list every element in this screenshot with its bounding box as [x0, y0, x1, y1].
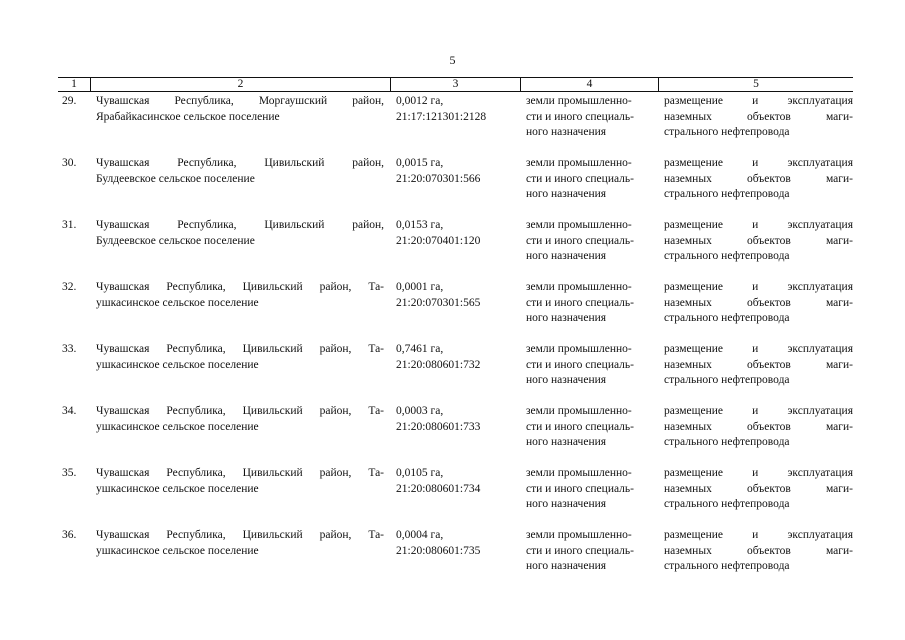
- category-line: земли промышленно-: [526, 343, 632, 355]
- category-line: сти и иного специаль-: [526, 296, 634, 309]
- purpose-line: наземных объектов маги-: [664, 172, 853, 185]
- table-row: [58, 340, 853, 402]
- purpose-line: стрального нефтепровода: [664, 126, 790, 138]
- permitted-use-cell: [658, 154, 853, 216]
- purpose-line: наземных объектов маги-: [664, 234, 853, 247]
- purpose-line: наземных объектов маги-: [664, 358, 853, 371]
- page-number: 5: [449, 53, 456, 67]
- permitted-use-cell: [658, 402, 853, 464]
- area-line: 0,0004 га,: [396, 529, 444, 541]
- category-line: земли промышленно-: [526, 529, 632, 541]
- table-row: [58, 464, 853, 526]
- purpose-line: наземных объектов маги-: [664, 110, 853, 123]
- area-cadastral-cell: [390, 92, 520, 154]
- header-col-4: 4: [520, 78, 658, 91]
- category-line: земли промышленно-: [526, 281, 632, 293]
- category-line: сти и иного специаль-: [526, 234, 634, 247]
- land-category-cell: [520, 92, 658, 154]
- row-number: 32.: [62, 281, 77, 293]
- table-body: [58, 92, 853, 588]
- subject-location-cell: [90, 526, 390, 588]
- category-line: ного назначения: [526, 436, 607, 448]
- subject-line: ушкасинское сельское поселение: [96, 482, 259, 495]
- category-line: сти и иного специаль-: [526, 420, 634, 433]
- area-line: 0,0001 га,: [396, 281, 444, 293]
- subject-location-cell: [90, 402, 390, 464]
- area-line: 21:20:080601:732: [396, 358, 481, 371]
- area-cadastral-cell: [390, 154, 520, 216]
- purpose-line: размещение и эксплуатация: [664, 281, 853, 293]
- area-cadastral-cell: [390, 402, 520, 464]
- area-cadastral-cell: [390, 340, 520, 402]
- permitted-use-cell: [658, 526, 853, 588]
- category-line: сти и иного специаль-: [526, 482, 634, 495]
- purpose-line: наземных объектов маги-: [664, 296, 853, 309]
- subject-line: Ярабайкасинское сельское поселение: [96, 110, 280, 123]
- category-line: сти и иного специаль-: [526, 358, 634, 371]
- area-line: 21:20:070301:565: [396, 296, 481, 309]
- purpose-line: размещение и эксплуатация: [664, 529, 853, 541]
- permitted-use-cell: [658, 92, 853, 154]
- table-row: [58, 278, 853, 340]
- purpose-line: стрального нефтепровода: [664, 436, 790, 448]
- category-line: ного назначения: [526, 312, 607, 324]
- area-line: 21:20:080601:734: [396, 482, 481, 495]
- subject-line: Чувашская Республика, Цивильский район,: [96, 219, 384, 231]
- table-row: [58, 92, 853, 154]
- land-category-cell: [520, 340, 658, 402]
- table-row: [58, 154, 853, 216]
- permitted-use-cell: [658, 464, 853, 526]
- category-line: ного назначения: [526, 126, 607, 138]
- area-line: 0,0012 га,: [396, 95, 444, 107]
- header-col-1: 1: [71, 78, 77, 90]
- category-line: ного назначения: [526, 250, 607, 262]
- area-cadastral-cell: [390, 216, 520, 278]
- purpose-line: стрального нефтепровода: [664, 312, 790, 324]
- purpose-line: размещение и эксплуатация: [664, 343, 853, 355]
- land-category-cell: [520, 402, 658, 464]
- area-line: 0,0153 га,: [396, 219, 444, 231]
- subject-location-cell: [90, 92, 390, 154]
- subject-line: Булдеевское сельское поселение: [96, 172, 255, 185]
- area-line: 21:20:080601:733: [396, 420, 481, 433]
- category-line: земли промышленно-: [526, 95, 632, 107]
- table-row: [58, 526, 853, 588]
- purpose-line: наземных объектов маги-: [664, 482, 853, 495]
- purpose-line: стрального нефтепровода: [664, 560, 790, 572]
- land-category-cell: [520, 464, 658, 526]
- subject-line: ушкасинское сельское поселение: [96, 420, 259, 433]
- row-number: 30.: [62, 157, 77, 169]
- header-col-2: 2: [90, 78, 390, 91]
- category-line: ного назначения: [526, 188, 607, 200]
- permitted-use-cell: [658, 340, 853, 402]
- category-line: земли промышленно-: [526, 157, 632, 169]
- header-col-3: 3: [390, 78, 520, 91]
- category-line: ного назначения: [526, 560, 607, 572]
- subject-line: Чувашская Республика, Моргаушский район,: [96, 95, 384, 107]
- subject-line: Чувашская Республика, Цивильский район, Та-: [96, 281, 384, 293]
- land-category-cell: [520, 278, 658, 340]
- subject-line: Чувашская Республика, Цивильский район, Та-: [96, 405, 384, 417]
- permitted-use-cell: [658, 278, 853, 340]
- subject-line: Чувашская Республика, Цивильский район, Та-: [96, 529, 384, 541]
- area-line: 21:20:070301:566: [396, 172, 481, 185]
- purpose-line: наземных объектов маги-: [664, 420, 853, 433]
- area-cadastral-cell: [390, 464, 520, 526]
- subject-location-cell: [90, 216, 390, 278]
- area-line: 21:17:121301:2128: [396, 110, 487, 123]
- category-line: ного назначения: [526, 374, 607, 386]
- category-line: сти и иного специаль-: [526, 172, 634, 185]
- purpose-line: размещение и эксплуатация: [664, 95, 853, 107]
- purpose-line: стрального нефтепровода: [664, 250, 790, 262]
- subject-line: ушкасинское сельское поселение: [96, 544, 259, 557]
- area-line: 0,7461 га,: [396, 343, 444, 355]
- area-line: 0,0015 га,: [396, 157, 444, 169]
- subject-location-cell: [90, 278, 390, 340]
- area-cadastral-cell: [390, 278, 520, 340]
- category-line: земли промышленно-: [526, 405, 632, 417]
- subject-line: Чувашская Республика, Цивильский район, Та-: [96, 343, 384, 355]
- table-row: [58, 402, 853, 464]
- row-number: 33.: [62, 343, 77, 355]
- area-line: 0,0105 га,: [396, 467, 444, 479]
- purpose-line: стрального нефтепровода: [664, 188, 790, 200]
- area-cadastral-cell: [390, 526, 520, 588]
- subject-line: Чувашская Республика, Цивильский район, Та-: [96, 467, 384, 479]
- land-category-cell: [520, 216, 658, 278]
- land-category-cell: [520, 526, 658, 588]
- subject-line: ушкасинское сельское поселение: [96, 358, 259, 371]
- category-line: сти и иного специаль-: [526, 110, 634, 123]
- row-number: 29.: [62, 95, 77, 107]
- land-category-cell: [520, 154, 658, 216]
- purpose-line: стрального нефтепровода: [664, 498, 790, 510]
- land-plots-table: [58, 77, 853, 588]
- category-line: ного назначения: [526, 498, 607, 510]
- purpose-line: размещение и эксплуатация: [664, 157, 853, 169]
- subject-location-cell: [90, 464, 390, 526]
- row-number: 35.: [62, 467, 77, 479]
- purpose-line: наземных объектов маги-: [664, 544, 853, 557]
- subject-line: Чувашская Республика, Цивильский район,: [96, 157, 384, 169]
- purpose-line: размещение и эксплуатация: [664, 467, 853, 479]
- subject-line: ушкасинское сельское поселение: [96, 296, 259, 309]
- purpose-line: стрального нефтепровода: [664, 374, 790, 386]
- row-number: 34.: [62, 405, 77, 417]
- header-col-5: 5: [658, 78, 853, 91]
- subject-location-cell: [90, 340, 390, 402]
- purpose-line: размещение и эксплуатация: [664, 219, 853, 231]
- row-number: 31.: [62, 219, 77, 231]
- table-header-row: [58, 77, 853, 92]
- purpose-line: размещение и эксплуатация: [664, 405, 853, 417]
- table-row: [58, 216, 853, 278]
- subject-location-cell: [90, 154, 390, 216]
- category-line: земли промышленно-: [526, 219, 632, 231]
- category-line: сти и иного специаль-: [526, 544, 634, 557]
- area-line: 21:20:080601:735: [396, 544, 481, 557]
- row-number: 36.: [62, 529, 77, 541]
- subject-line: Булдеевское сельское поселение: [96, 234, 255, 247]
- area-line: 21:20:070401:120: [396, 234, 481, 247]
- permitted-use-cell: [658, 216, 853, 278]
- category-line: земли промышленно-: [526, 467, 632, 479]
- area-line: 0,0003 га,: [396, 405, 444, 417]
